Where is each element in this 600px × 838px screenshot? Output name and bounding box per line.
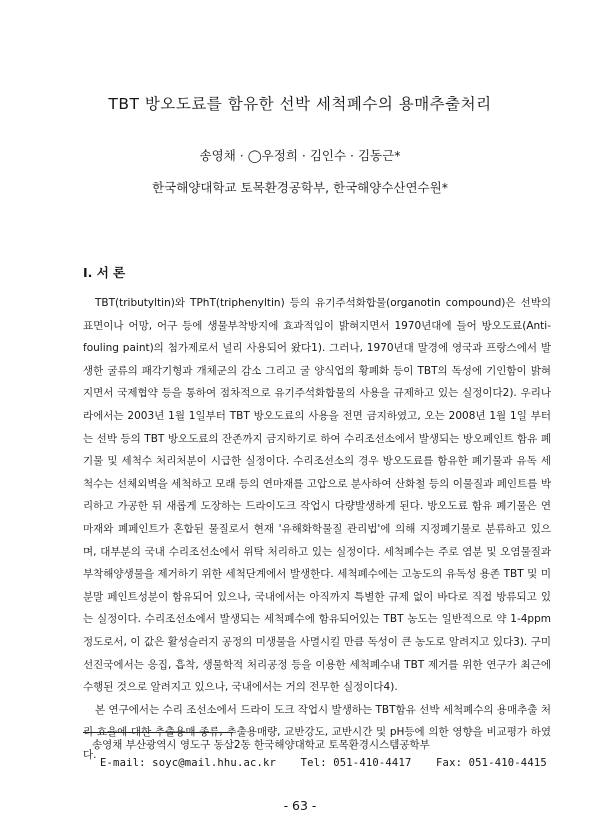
paper-title: TBT 방오도료를 함유한 선박 세척폐수의 용매추출처리 xyxy=(108,95,492,113)
body-text xyxy=(83,292,551,766)
footnote-tel: Tel: 051-410-4417 xyxy=(300,757,412,769)
footnote-divider xyxy=(83,732,233,733)
page-number: - 63 - xyxy=(283,798,317,813)
footnote-fax: Fax: 051-410-4415 xyxy=(436,757,547,769)
paragraph: 본 연구에서는 수리 조선소에서 드라이 도크 작업시 발생하는 TBT함유 선박 세척폐수의 용매추출 처리 효율에 대한 추출용매 종류, 추출용매량, 교반강도, 교반시간 및 pH등에 의한 영향을 비교평가 하였다. xyxy=(83,703,551,761)
section-heading: I. 서 론 xyxy=(83,265,126,280)
footnote-email: E-mail: soyc@mail.hhu.ac.kr xyxy=(100,757,277,769)
affiliation: 한국해양대학교 토목환경공학부, 한국해양수산연수원* xyxy=(152,180,448,195)
footnote-contact xyxy=(100,757,565,769)
author-list: 송영채 · ◯우정희 · 김인수 · 김동근* xyxy=(199,148,401,163)
footnote-address: 송영채 부산광역시 영도구 동삼2동 한국해양대학교 토목환경시스템공학부 xyxy=(92,739,430,751)
paragraph: TBT(tributyltin)와 TPhT(triphenyltin) 등의 유기주석화합물(organotin compound)은 선박의 표면이나 어망, 어구 등에 생물부착방지에 효과적임이 밝혀지면서 1970년대에 들어 방오도료(Anti-fouling paint)의 첨가제로서 널리 사용되어 왔다1). 그러나, 1970년대 말경에 영국과 프랑스에서 발생한 굴류의 패각기형과 개체군의 감소 그리고 굴 양식업의 황폐화 등이 TBT의 독성에 기인함이 밝혀지면서 국제협약 등을 통하여 점차적으로 유기주석화합물의 사용을 규제하고 있는 실정이다2). 우리나라에서는 2003년 1월 1일부터 TBT 방오도료의 사용을 전면 금지하였고, 오는 2008년 1월 1일 부터는 선박 등의 TBT 방오도료의 잔존까지 금지하기로 하여 수리조선소에서 발생되는 방오페인트 함유 폐기물 및 세척수 처리처분이 시급한 실정이다. 수리조선소의 경우 방오도료를 함유한 폐기물과 유독 세척수는 선체외벽을 세척하고 모래 등의 연마재를 고압으로 분사하여 산화철 등의 이물질과 페인트를 박리하고 가공한 뒤 새롭게 도장하는 드라이도크 작업시 다량발생하게 된다. 방오도료 함유 폐기물은 연마재와 폐페인트가 혼합된 물질로서 현재 '유해화학물질 관리법'에 의해 지정폐기물로 분류하고 있으며, 대부분의 국내 수리조선소에서 위탁 처리하고 있는 실정이다. 세척폐수는 주로 염분 및 오염물질과 부착해양생물을 제거하기 위한 세척단계에서 발생한다. 세척폐수에는 고농도의 유독성 용존 TBT 및 미분말 페인트성분이 함유되어 있으나, 국내에서는 아직까지 특별한 규제 없이 바다로 직접 방류되고 있는 실정이다. 수리조선소에서 발생되는 세척폐수에 함유되어있는 TBT 농도는 일반적으로 약 1-4ppm 정도로서, 이 값은 활성슬러지 공정의 미생물을 사멸시킬 만큼 독성이 큰 농도로 알려지고 있다3). 구미 선진국에서는 응집, 흡착, 생물학적 처리공정 등을 이용한 세척폐수내 TBT 제거를 위한 연구가 최근에 수행된 것으로 알려지고 있으나, 국내에서는 거의 전무한 실정이다4). xyxy=(83,297,551,694)
